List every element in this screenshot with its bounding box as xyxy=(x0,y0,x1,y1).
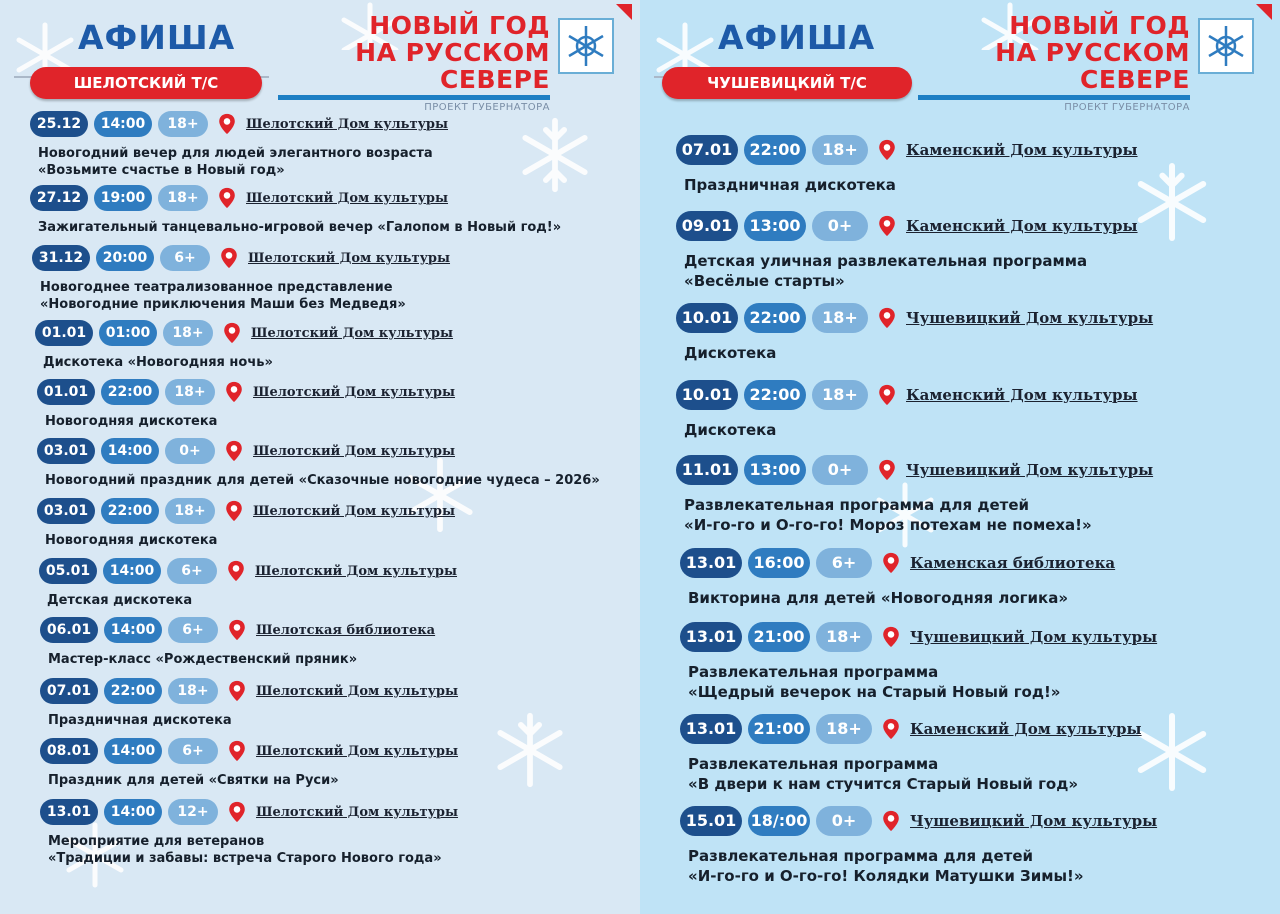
time-badge: 20:00 xyxy=(96,245,154,271)
event-meta xyxy=(30,111,448,137)
venue-link[interactable]: Шелотский Дом культуры xyxy=(251,325,454,341)
location-pin-icon xyxy=(226,680,248,702)
location-pin-icon xyxy=(880,626,902,648)
event-meta xyxy=(37,379,455,405)
event-title-line: «Щедрый вечерок на Старый Новый год!» xyxy=(688,683,1061,701)
location-pin-icon xyxy=(876,459,898,481)
venue-link[interactable]: Каменская библиотека xyxy=(910,554,1116,572)
event-title xyxy=(684,343,1153,363)
age-badge: 18+ xyxy=(812,380,868,410)
time-badge: 19:00 xyxy=(94,185,152,211)
location-pin-icon xyxy=(223,500,245,522)
age-badge: 6+ xyxy=(168,738,218,764)
location-pin-icon xyxy=(221,322,243,344)
event-title xyxy=(45,472,600,489)
event-item xyxy=(676,211,1138,291)
date-badge: 03.01 xyxy=(37,498,95,524)
event-title xyxy=(688,754,1142,794)
event-title-line: Зажигательный танцевально-игровой вечер «Галопом в Новый год!» xyxy=(38,220,562,235)
date-badge: 08.01 xyxy=(40,738,98,764)
date-badge: 03.01 xyxy=(37,438,95,464)
venue-link[interactable]: Шелотский Дом культуры xyxy=(253,503,456,519)
event-title-line: Дискотека «Новогодняя ночь» xyxy=(43,355,273,370)
event-meta xyxy=(676,455,1153,485)
date-badge: 09.01 xyxy=(676,211,738,241)
event-item xyxy=(40,738,458,789)
date-badge: 25.12 xyxy=(30,111,88,137)
date-badge: 10.01 xyxy=(676,303,738,333)
venue-link[interactable]: Чушевицкий Дом культуры xyxy=(906,461,1154,479)
location-pin-icon xyxy=(876,384,898,406)
event-title xyxy=(45,532,455,549)
date-badge: 05.01 xyxy=(39,558,97,584)
time-badge: 13:00 xyxy=(744,455,806,485)
event-meta xyxy=(32,245,450,271)
age-badge: 18+ xyxy=(816,622,872,652)
event-item xyxy=(40,678,458,729)
snowflake-icon xyxy=(1130,710,1214,794)
date-badge: 11.01 xyxy=(676,455,738,485)
date-badge: 13.01 xyxy=(40,799,98,825)
venue-link[interactable]: Каменский Дом культуры xyxy=(906,141,1138,159)
poster-header: АФИША xyxy=(78,18,236,57)
time-badge: 14:00 xyxy=(104,617,162,643)
event-item xyxy=(676,303,1153,363)
event-title-line: «Новогодние приключения Маши без Медведя» xyxy=(40,297,406,312)
event-meta xyxy=(680,806,1157,836)
brand-block xyxy=(278,12,550,113)
venue-link[interactable]: Шелотский Дом культуры xyxy=(248,250,451,266)
time-badge: 22:00 xyxy=(101,498,159,524)
location-pin-icon xyxy=(880,552,902,574)
date-badge: 07.01 xyxy=(40,678,98,704)
location-pin-icon xyxy=(226,740,248,762)
event-title xyxy=(48,772,458,789)
event-title-line: Новогоднее театрализованное представление xyxy=(40,280,393,295)
time-badge: 14:00 xyxy=(104,738,162,764)
age-badge: 18+ xyxy=(165,498,215,524)
event-item xyxy=(35,320,453,371)
venue-link[interactable]: Шелотский Дом культуры xyxy=(253,443,456,459)
date-badge: 06.01 xyxy=(40,617,98,643)
event-title xyxy=(47,592,457,609)
event-meta xyxy=(680,714,1142,744)
event-meta xyxy=(40,617,435,643)
event-item xyxy=(680,622,1157,702)
location-pin-icon xyxy=(226,619,248,641)
date-badge: 01.01 xyxy=(37,379,95,405)
time-badge: 22:00 xyxy=(744,135,806,165)
time-badge: 21:00 xyxy=(748,622,810,652)
event-title-line: «В двери к нам стучится Старый Новый год» xyxy=(688,775,1079,793)
event-meta xyxy=(680,548,1115,578)
event-title-line: Дискотека xyxy=(684,421,777,439)
event-meta xyxy=(676,380,1138,410)
age-badge: 6+ xyxy=(167,558,217,584)
brand-project: ПРОЕКТ ГУБЕРНАТОРА xyxy=(1064,102,1190,113)
event-title xyxy=(684,251,1138,291)
location-pin-icon xyxy=(876,139,898,161)
location-pin-icon xyxy=(876,215,898,237)
event-title-line: Развлекательная программа для детей xyxy=(688,847,1034,865)
location-pin-icon xyxy=(880,810,902,832)
event-item xyxy=(676,455,1153,535)
location-pin-icon xyxy=(226,801,248,823)
date-badge: 13.01 xyxy=(680,714,742,744)
event-title-line: Новогодняя дискотека xyxy=(45,533,218,548)
event-title xyxy=(684,420,1138,440)
location-pin-icon xyxy=(223,381,245,403)
venue-link[interactable]: Шелотская библиотека xyxy=(256,622,436,638)
snowflake-icon xyxy=(1130,160,1214,244)
event-meta xyxy=(40,799,458,825)
venue-link[interactable]: Шелотский Дом культуры xyxy=(246,116,449,132)
time-badge: 22:00 xyxy=(104,678,162,704)
date-badge: 01.01 xyxy=(35,320,93,346)
event-title xyxy=(684,495,1153,535)
event-title-line: «Весёлые старты» xyxy=(684,272,845,290)
event-item xyxy=(680,806,1157,886)
age-badge: 0+ xyxy=(812,455,868,485)
event-title-line: Викторина для детей «Новогодняя логика» xyxy=(688,589,1069,607)
event-item xyxy=(676,380,1138,440)
event-item xyxy=(32,245,450,313)
time-badge: 22:00 xyxy=(101,379,159,405)
age-badge: 18+ xyxy=(812,135,868,165)
age-badge: 18+ xyxy=(812,303,868,333)
right-poster xyxy=(640,0,1280,914)
time-badge: 14:00 xyxy=(103,558,161,584)
venue-link[interactable]: Каменский Дом культуры xyxy=(906,217,1138,235)
event-title-line: Новогодний вечер для людей элегантного возраста xyxy=(38,146,433,161)
location-pin-icon xyxy=(876,307,898,329)
event-title-line: Развлекательная программа xyxy=(688,755,939,773)
time-badge: 16:00 xyxy=(748,548,810,578)
event-title-line: Развлекательная программа xyxy=(688,663,939,681)
location-pin-icon xyxy=(880,718,902,740)
event-title-line: Новогодний праздник для детей «Сказочные новогодние чудеса – 2026» xyxy=(45,473,600,488)
event-item xyxy=(30,111,448,179)
time-badge: 13:00 xyxy=(744,211,806,241)
age-badge: 0+ xyxy=(816,806,872,836)
event-item xyxy=(40,617,435,668)
date-badge: 13.01 xyxy=(680,622,742,652)
venue-link[interactable]: Каменский Дом культуры xyxy=(906,386,1138,404)
event-title-line: «Возьмите счастье в Новый год» xyxy=(38,163,285,178)
venue-link[interactable]: Чушевицкий Дом культуры xyxy=(906,309,1154,327)
logo-corner-icon xyxy=(1256,4,1272,20)
age-badge: 0+ xyxy=(165,438,215,464)
age-badge: 18+ xyxy=(168,678,218,704)
event-title xyxy=(688,846,1157,886)
age-badge: 18+ xyxy=(816,714,872,744)
event-title xyxy=(38,145,448,179)
event-item xyxy=(40,799,458,867)
brand-line-1: НОВЫЙ ГОД xyxy=(1009,11,1190,40)
event-item xyxy=(37,498,455,549)
age-badge: 6+ xyxy=(160,245,210,271)
event-title xyxy=(684,175,1138,195)
event-item xyxy=(680,548,1115,608)
time-badge: 22:00 xyxy=(744,380,806,410)
event-title-line: Праздник для детей «Святки на Руси» xyxy=(48,773,339,788)
event-title-line: «И-го-го и О-го-го! Мороз потехам не помеха!» xyxy=(684,516,1092,534)
brand-line-2: НА РУССКОМ СЕВЕРЕ xyxy=(355,38,550,94)
location-pin-icon xyxy=(225,560,247,582)
event-title-line: Праздничная дискотека xyxy=(684,176,896,194)
event-meta xyxy=(680,622,1157,652)
age-badge: 18+ xyxy=(163,320,213,346)
event-item xyxy=(39,558,457,609)
event-title-line: Новогодняя дискотека xyxy=(45,414,218,429)
event-meta xyxy=(35,320,453,346)
snowflake-icon xyxy=(515,115,595,195)
date-badge: 31.12 xyxy=(32,245,90,271)
brand-underline xyxy=(278,95,550,100)
event-title xyxy=(48,833,458,867)
date-badge: 13.01 xyxy=(680,548,742,578)
event-title xyxy=(48,712,458,729)
event-title-line: Развлекательная программа для детей xyxy=(684,496,1030,514)
date-badge: 27.12 xyxy=(30,185,88,211)
location-pin-icon xyxy=(216,113,238,135)
event-item xyxy=(37,438,600,489)
section-title: ЧУШЕВИЦКИЙ Т/С xyxy=(662,67,912,99)
age-badge: 12+ xyxy=(168,799,218,825)
event-item xyxy=(30,185,561,236)
time-badge: 22:00 xyxy=(744,303,806,333)
date-badge: 07.01 xyxy=(676,135,738,165)
venue-link[interactable]: Шелотский Дом культуры xyxy=(246,190,449,206)
location-pin-icon xyxy=(216,187,238,209)
venue-link[interactable]: Каменский Дом культуры xyxy=(910,720,1142,738)
event-title xyxy=(688,662,1157,702)
event-meta xyxy=(30,185,561,211)
brand-line-1: НОВЫЙ ГОД xyxy=(369,11,550,40)
venue-link[interactable]: Шелотский Дом культуры xyxy=(256,683,459,699)
event-title-line: «Традиции и забавы: встреча Старого Нового года» xyxy=(48,851,442,866)
time-badge: 18/:00 xyxy=(748,806,810,836)
time-badge: 14:00 xyxy=(101,438,159,464)
age-badge: 6+ xyxy=(168,617,218,643)
event-item xyxy=(680,714,1142,794)
brand-block xyxy=(918,12,1190,113)
age-badge: 18+ xyxy=(158,185,208,211)
snowflake-icon xyxy=(490,710,570,790)
age-badge: 0+ xyxy=(812,211,868,241)
logo-corner-icon xyxy=(616,4,632,20)
date-badge: 10.01 xyxy=(676,380,738,410)
location-pin-icon xyxy=(218,247,240,269)
event-title xyxy=(43,354,453,371)
event-meta xyxy=(37,498,455,524)
event-meta xyxy=(676,211,1138,241)
event-title xyxy=(40,279,450,313)
venue-link[interactable]: Шелотский Дом культуры xyxy=(253,384,456,400)
section-title: ШЕЛОТСКИЙ Т/С xyxy=(30,67,262,99)
venue-link[interactable]: Шелотский Дом культуры xyxy=(256,804,459,820)
event-title xyxy=(45,413,455,430)
time-badge: 21:00 xyxy=(748,714,810,744)
event-title-line: Праздничная дискотека xyxy=(48,713,232,728)
venue-link[interactable]: Чушевицкий Дом культуры xyxy=(910,628,1158,646)
event-meta xyxy=(40,678,458,704)
brand-line-2: НА РУССКОМ СЕВЕРЕ xyxy=(995,38,1190,94)
event-title-line: Дискотека xyxy=(684,344,777,362)
event-meta xyxy=(676,303,1153,333)
time-badge: 14:00 xyxy=(104,799,162,825)
poster-header: АФИША xyxy=(718,18,876,57)
age-badge: 6+ xyxy=(816,548,872,578)
event-title xyxy=(48,651,435,668)
event-meta xyxy=(37,438,600,464)
event-title-line: Детская дискотека xyxy=(47,593,193,608)
event-title-line: Мастер-класс «Рождественский пряник» xyxy=(48,652,358,667)
snowflake-logo-icon xyxy=(558,18,614,74)
event-title xyxy=(38,219,561,236)
venue-link[interactable]: Шелотский Дом культуры xyxy=(256,743,459,759)
snowflake-logo-icon xyxy=(1198,18,1254,74)
age-badge: 18+ xyxy=(158,111,208,137)
event-meta xyxy=(39,558,457,584)
event-title xyxy=(688,588,1115,608)
event-item xyxy=(676,135,1138,195)
event-title-line: «И-го-го и О-го-го! Колядки Матушки Зимы!» xyxy=(688,867,1084,885)
time-badge: 01:00 xyxy=(99,320,157,346)
location-pin-icon xyxy=(223,440,245,462)
event-meta xyxy=(676,135,1138,165)
brand-underline xyxy=(918,95,1190,100)
age-badge: 18+ xyxy=(165,379,215,405)
event-title-line: Мероприятие для ветеранов xyxy=(48,834,265,849)
event-meta xyxy=(40,738,458,764)
venue-link[interactable]: Чушевицкий Дом культуры xyxy=(910,812,1158,830)
brand-project: ПРОЕКТ ГУБЕРНАТОРА xyxy=(424,102,550,113)
event-item xyxy=(37,379,455,430)
date-badge: 15.01 xyxy=(680,806,742,836)
event-title-line: Детская уличная развлекательная программа xyxy=(684,252,1088,270)
time-badge: 14:00 xyxy=(94,111,152,137)
venue-link[interactable]: Шелотский Дом культуры xyxy=(255,563,458,579)
